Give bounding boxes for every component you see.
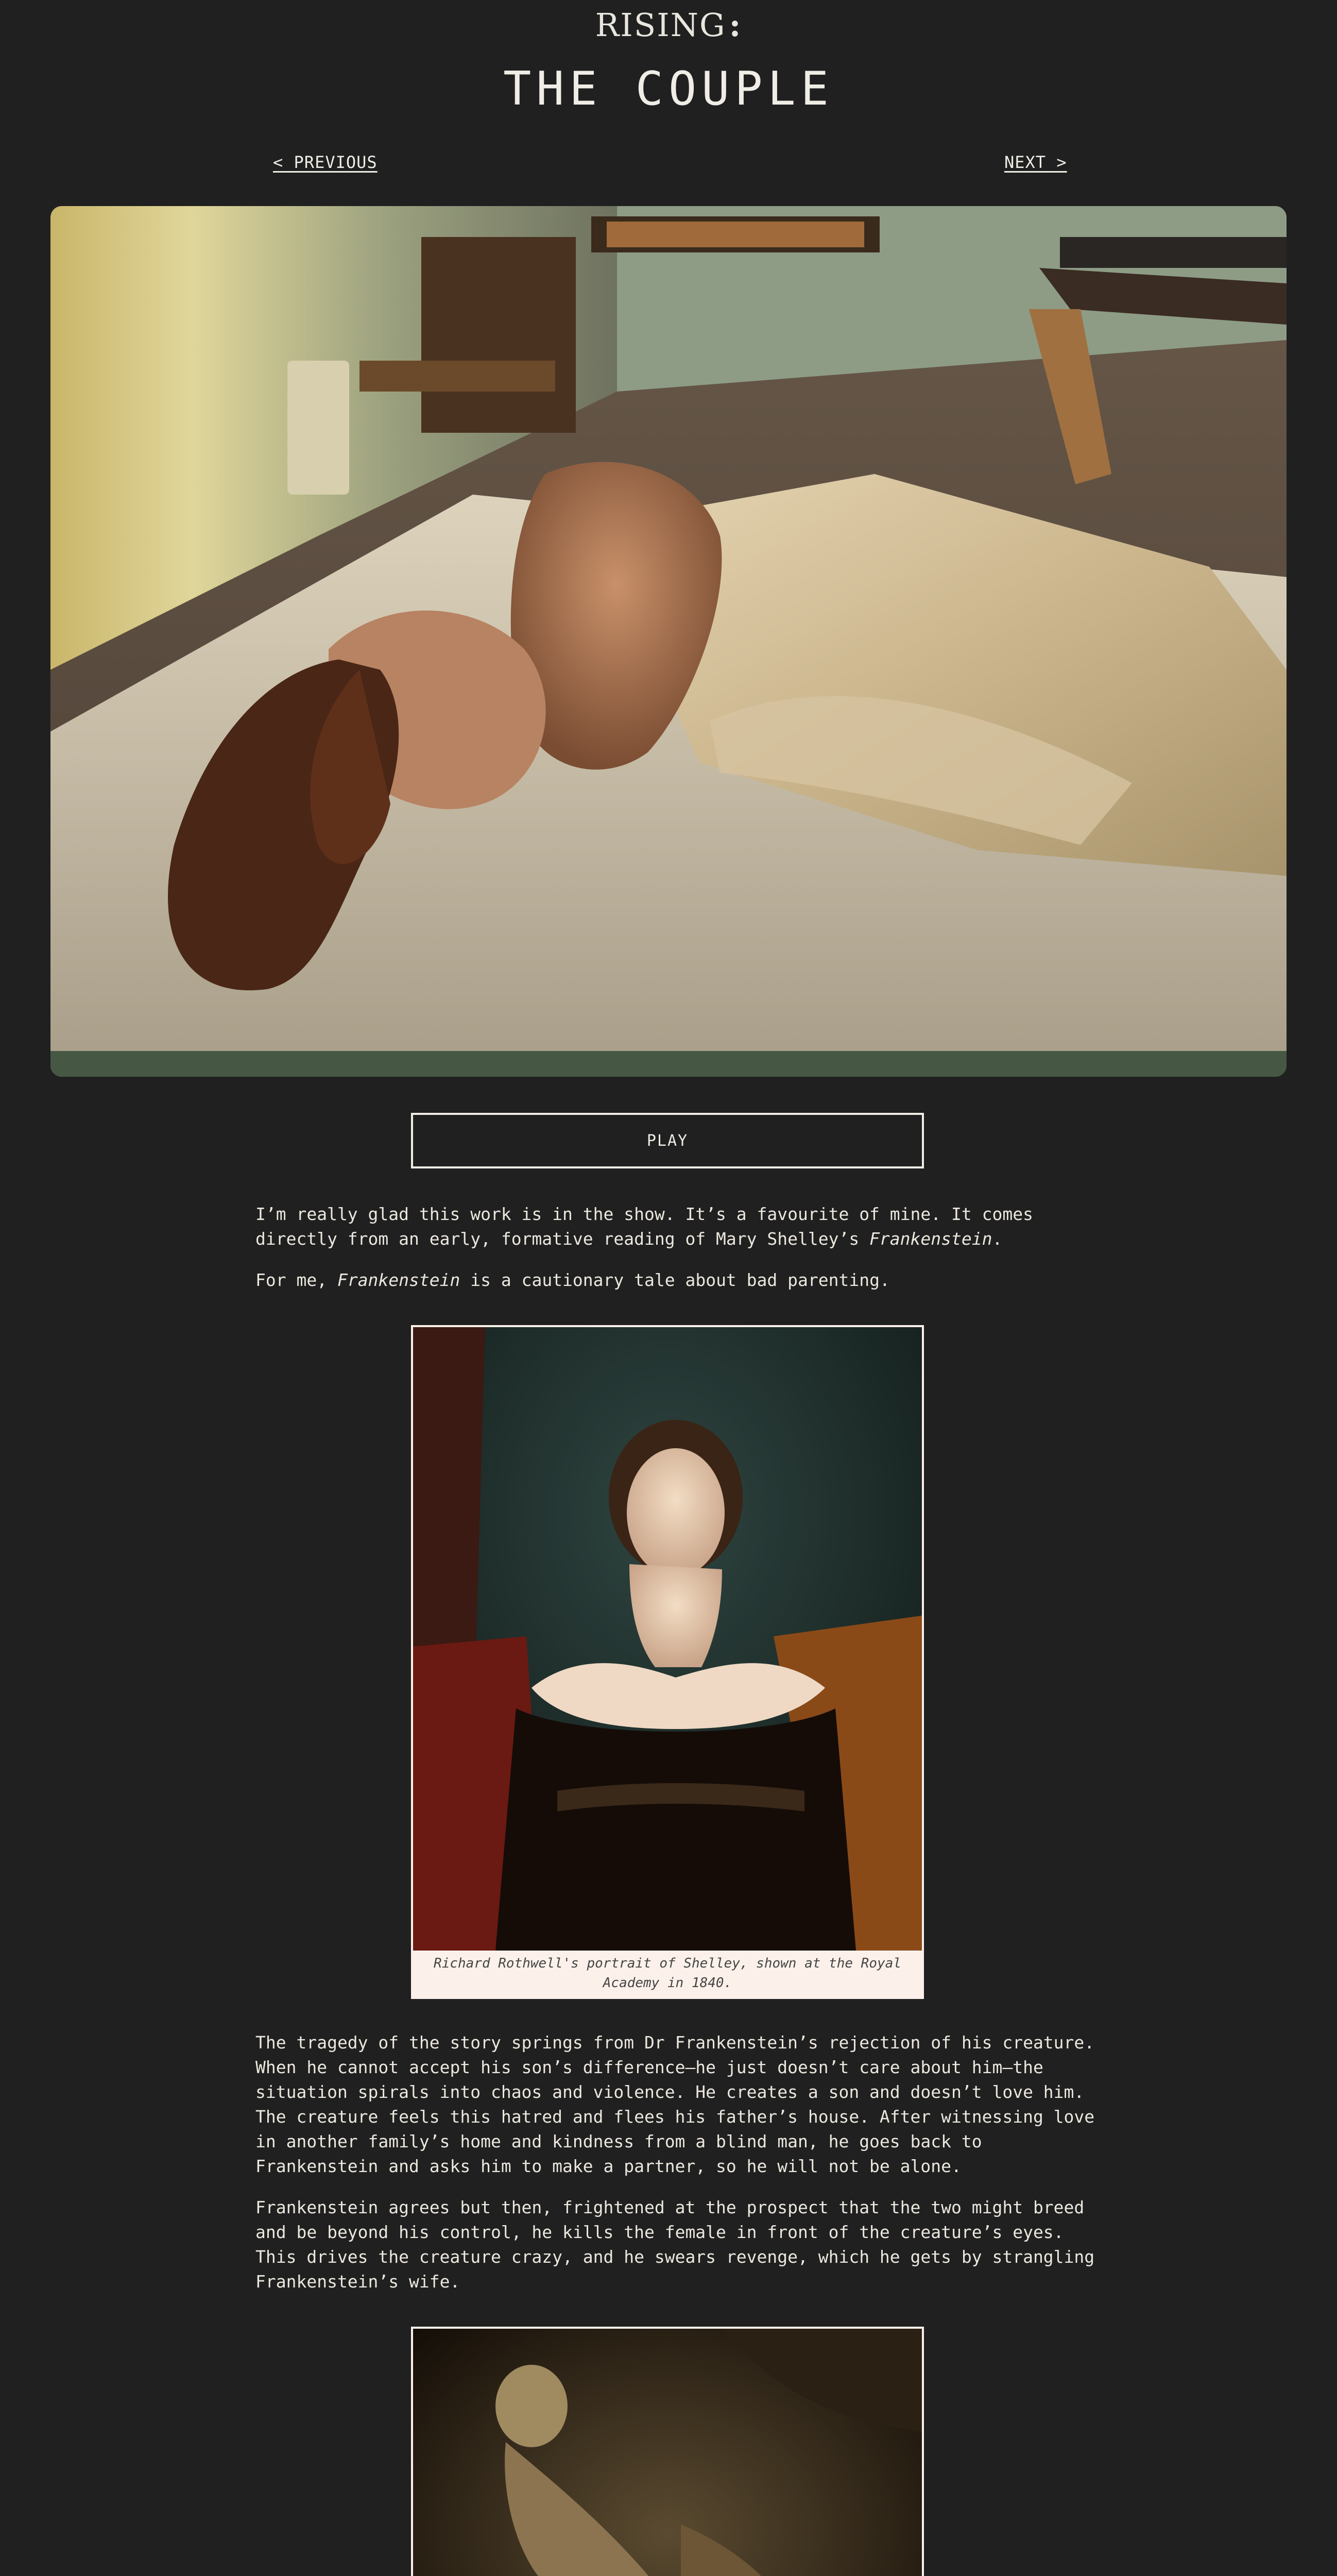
paragraph-cautionary-end: is a cautionary tale about bad parenting.	[460, 1270, 890, 1290]
play-button[interactable]: PLAY	[411, 1113, 924, 1168]
logo-mark: :	[729, 6, 742, 44]
figure-frankenstein-engraving	[411, 2327, 924, 2576]
portrait-illustration	[413, 1327, 922, 1951]
previous-link-top[interactable]: < PREVIOUS	[273, 152, 378, 172]
paragraph-cautionary-text: For me,	[255, 1270, 337, 1290]
paragraph-frankenstein-agrees: Frankenstein agrees but then, frightened at the prospect that the two might breed and be beyond his control, he kills the female in front of the creature’s eyes. This drives the creature crazy, and he swears revenge, which he gets by strangling Frankenstein’s wife.	[255, 2197, 1095, 2292]
portrait-caption: Richard Rothwell's portrait of Shelley, shown at the Royal Academy in 1840.	[434, 1956, 901, 1991]
paragraph-cautionary-emphasis: Frankenstein	[337, 1270, 460, 1290]
shelley-portrait-image	[413, 1327, 922, 1951]
paragraph-intro-end: .	[992, 1229, 1003, 1249]
hero-artwork-image	[50, 206, 1287, 1077]
frankenstein-engraving-image	[413, 2329, 922, 2576]
paragraph-cautionary	[255, 1268, 1100, 1293]
site-logo[interactable]	[0, 6, 1337, 44]
page-title: THE COUPLE	[503, 62, 834, 116]
figure-shelley-portrait	[411, 1325, 924, 1999]
hero-illustration	[50, 206, 1287, 1077]
paragraph-intro-text: I’m really glad this work is in the show. It’s a favourite of mine. It comes directly from an early, formative reading of Mary Shelley’s	[255, 1204, 1033, 1249]
logo-text: RISING	[595, 6, 726, 44]
paragraph-intro	[255, 1202, 1100, 1251]
next-link-top[interactable]: NEXT >	[1004, 152, 1067, 172]
engraving-illustration	[413, 2329, 922, 2576]
paragraph-tragedy: The tragedy of the story springs from Dr Frankenstein’s rejection of his creature. When he cannot accept his son’s difference—he just doesn’t care about him—the situation spirals into chaos and violence. He creates a son and doesn’t love him. The creature feels this hatred and flees his father’s house. After witnessing love in another family’s home and kindness from a blind man, he goes back to Frankenstein and asks him to make a partner, so he will not be alone.	[255, 2032, 1095, 2176]
paragraph-intro-emphasis: Frankenstein	[869, 1229, 992, 1249]
